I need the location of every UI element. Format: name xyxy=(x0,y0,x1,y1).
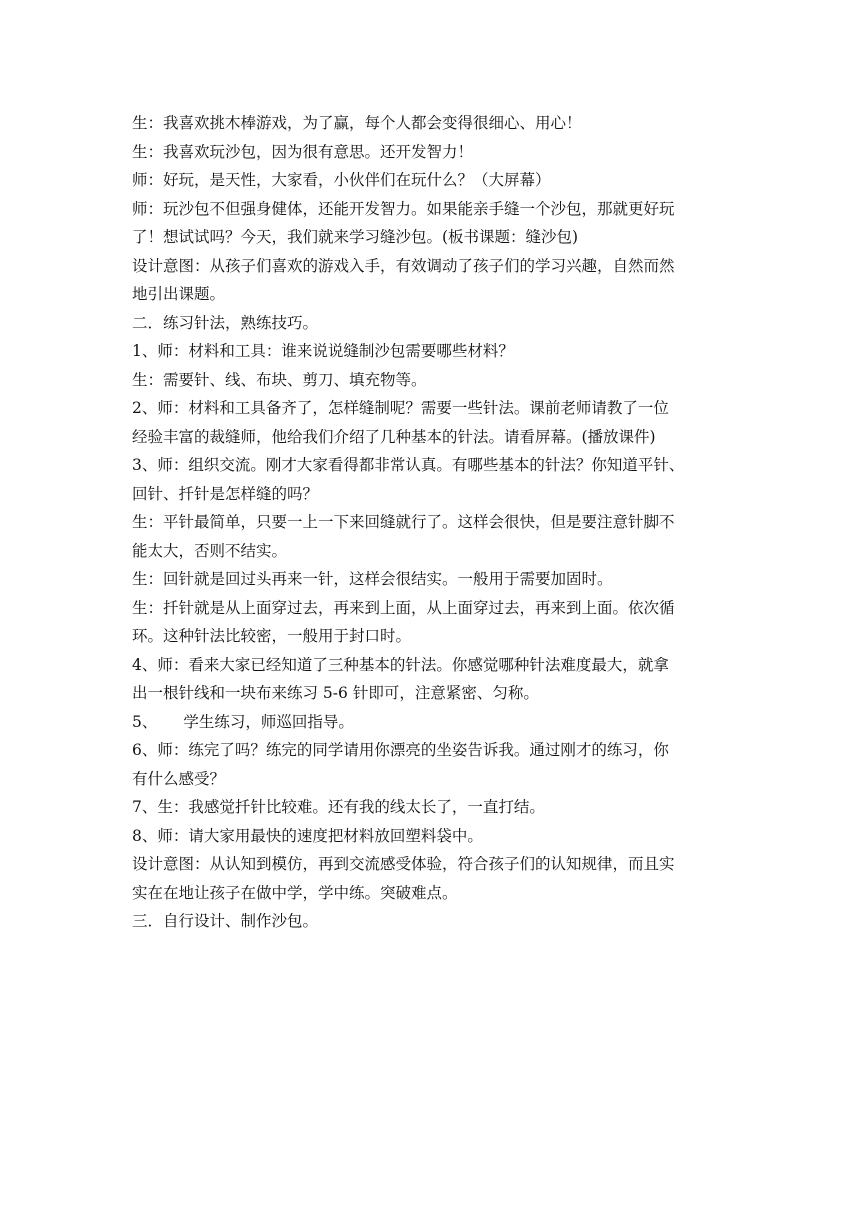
text-line: 设计意图：从孩子们喜欢的游戏入手，有效调动了孩子们的学习兴趣，自然而然 xyxy=(132,256,675,275)
list-number: 5、 xyxy=(132,712,158,731)
text-line: 生：我喜欢挑木棒游戏，为了赢，每个人都会变得很细心、用心！ xyxy=(132,114,582,132)
text-line: 经验丰富的裁缝师，他给我们介绍了几种基本的针法。请看屏幕。(播放课件) xyxy=(132,427,656,446)
text-line: 环。这种针法比较密，一般用于封口时。 xyxy=(132,627,412,645)
text-line: 生：回针就是回过头再来一针，这样会很结实。一般用于需要加固时。 xyxy=(132,570,613,588)
section-heading-3 xyxy=(132,907,722,936)
paragraph-7 xyxy=(132,337,722,366)
paragraph-13 xyxy=(132,594,722,651)
paragraph-1 xyxy=(132,109,722,138)
text-line: 生：需要针、线、布块、剪刀、填充物等。 xyxy=(132,370,427,389)
text-line: 有什么感受？ xyxy=(132,769,226,788)
text-line: 4、师：看来大家已经知道了三种基本的针法。你感觉哪种针法难度最大，就拿 xyxy=(132,655,669,674)
list-text: 学生练习，师巡回指导。 xyxy=(183,712,354,731)
text-line: 了！想试试吗？今天，我们就来学习缝沙包。(板书课题：缝沙包) xyxy=(132,228,579,246)
section-heading-2 xyxy=(132,309,722,338)
text-line: 三．自行设计、制作沙包。 xyxy=(132,912,319,930)
paragraph-18 xyxy=(132,822,722,851)
text-line: 能太大，否则不结实。 xyxy=(132,541,288,560)
text-line: 6、师：练完了吗？练完的同学请用你漂亮的坐姿告诉我。通过刚才的练习，你 xyxy=(132,741,669,759)
text-line: 出一根针线和一块布来练习 5-6 针即可，注意紧密、匀称。 xyxy=(132,684,539,702)
paragraph-10 xyxy=(132,451,722,508)
paragraph-12 xyxy=(132,565,722,594)
text-line: 2、师：材料和工具备齐了，怎样缝制呢？需要一些针法。课前老师请教了一位 xyxy=(132,399,669,417)
text-line: 师：好玩，是天性，大家看，小伙伴们在玩什么？（大屏幕） xyxy=(132,171,551,189)
paragraph-14 xyxy=(132,651,722,708)
text-line: 生：平针最简单，只要一上一下来回缝就行了。这样会很快，但是要注意针脚不 xyxy=(132,513,675,531)
paragraph-2 xyxy=(132,138,722,167)
paragraph-8 xyxy=(132,366,722,395)
paragraph-4 xyxy=(132,195,722,252)
paragraph-17 xyxy=(132,793,722,822)
text-line xyxy=(132,708,722,737)
paragraph-15 xyxy=(132,708,722,737)
text-line: 实在在地让孩子在做中学，学中练。突破难点。 xyxy=(132,883,458,902)
paragraph-5 xyxy=(132,252,722,309)
text-line: 7、生：我感觉扦针比较难。还有我的线太长了，一直打结。 xyxy=(132,798,545,816)
document-body xyxy=(132,109,722,936)
paragraph-16 xyxy=(132,736,722,793)
text-line: 1、师：材料和工具：谁来说说缝制沙包需要哪些材料？ xyxy=(132,342,514,360)
paragraph-11 xyxy=(132,508,722,565)
text-line: 回针、扦针是怎样缝的吗？ xyxy=(132,484,319,503)
text-line: 设计意图：从认知到模仿，再到交流感受体验，符合孩子们的认知规律，而且实 xyxy=(132,855,675,873)
text-line: 师：玩沙包不但强身健体，还能开发智力。如果能亲手缝一个沙包，那就更好玩 xyxy=(132,199,675,218)
text-line: 二．练习针法，熟练技巧。 xyxy=(132,313,319,332)
text-line: 8、师：请大家用最快的速度把材料放回塑料袋中。 xyxy=(132,826,483,845)
paragraph-3 xyxy=(132,166,722,195)
text-line: 地引出课题。 xyxy=(132,285,226,303)
paragraph-19 xyxy=(132,850,722,907)
text-line: 生：扦针就是从上面穿过去，再来到上面，从上面穿过去，再来到上面。依次循 xyxy=(132,598,675,617)
text-line: 3、师：组织交流。刚才大家看得都非常认真。有哪些基本的针法？你知道平针、 xyxy=(132,456,685,474)
text-line: 生：我喜欢玩沙包，因为很有意思。还开发智力！ xyxy=(132,142,474,161)
paragraph-9 xyxy=(132,394,722,451)
